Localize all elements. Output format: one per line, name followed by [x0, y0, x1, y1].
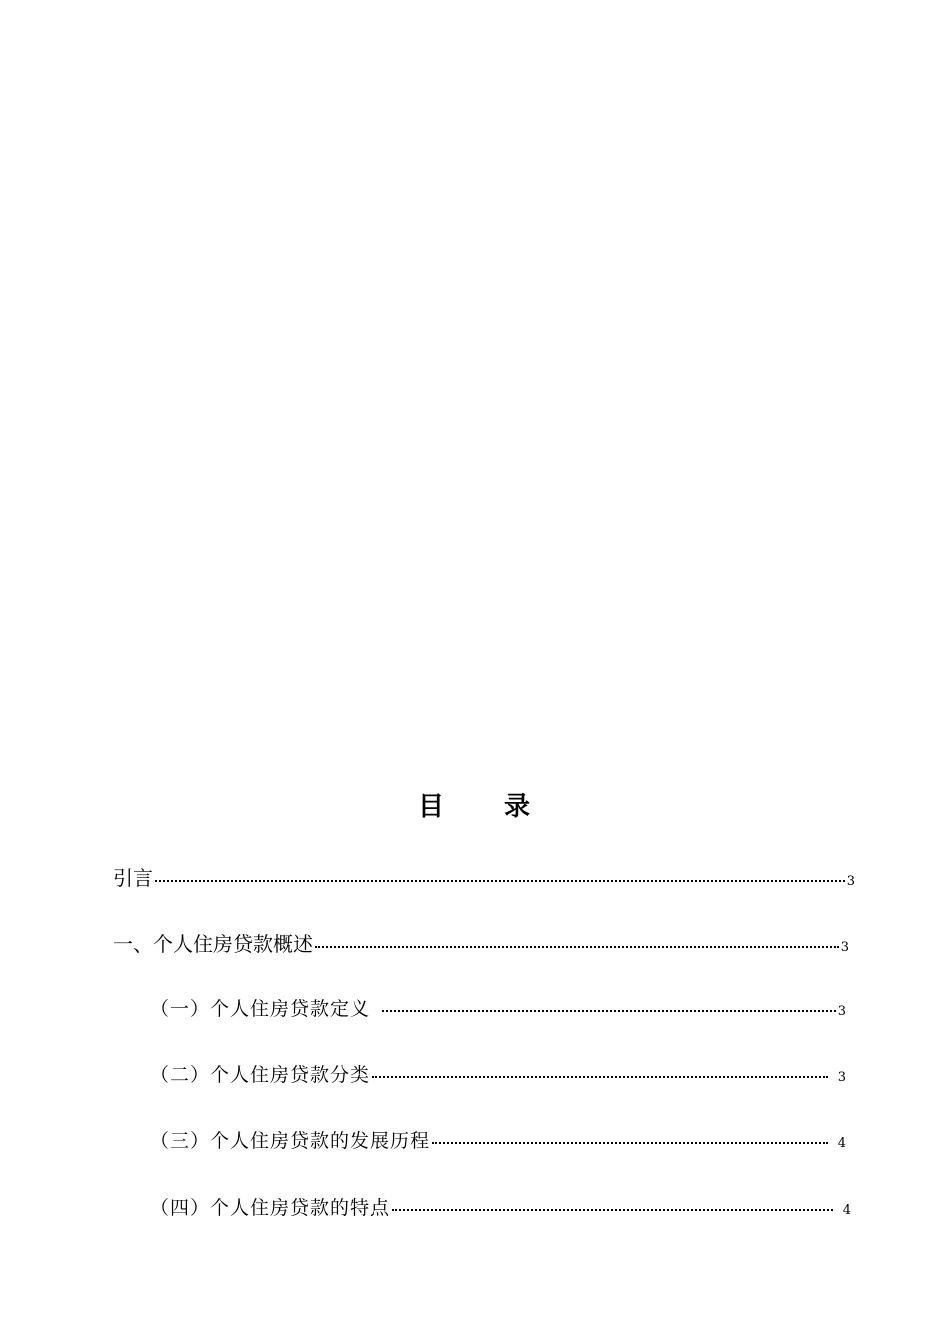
toc-leader-dots [372, 1076, 828, 1078]
toc-page-number: 4 [842, 1203, 852, 1218]
toc-entry-text: （四）个人住房贷款的特点 [150, 1197, 391, 1219]
toc-entry-intro[interactable] [113, 862, 855, 891]
toc-page-number: 3 [837, 1070, 847, 1085]
toc-entry-text: （三）个人住房贷款的发展历程 [150, 1130, 431, 1152]
toc-leader-dots [432, 1142, 828, 1144]
toc-leader-dots [382, 1010, 836, 1012]
toc-leader-dots [392, 1209, 833, 1211]
toc-page-number: 3 [837, 1004, 847, 1019]
toc-entry-section-3[interactable] [150, 1126, 847, 1153]
toc-leader-dots [155, 880, 845, 882]
toc-title [0, 786, 950, 823]
toc-entry-section-1[interactable] [150, 994, 847, 1021]
toc-entry-section-2[interactable] [150, 1060, 847, 1087]
toc-page-number: 4 [837, 1136, 847, 1151]
toc-entry-text: （一）个人住房贷款定义 [150, 998, 371, 1020]
toc-entry-text: 引言 [113, 866, 153, 890]
toc-entry-text: （二）个人住房贷款分类 [150, 1064, 371, 1086]
toc-title-char-2: 录 [504, 792, 533, 822]
toc-page-number: 3 [840, 940, 849, 955]
toc-entry-text: 一、个人住房贷款概述 [113, 932, 313, 956]
toc-leader-dots [315, 946, 839, 948]
toc-title-char-1: 目 [417, 792, 446, 822]
toc-page-number: 3 [846, 874, 855, 889]
toc-entry-chapter-1[interactable] [113, 928, 849, 957]
toc-entry-section-4[interactable] [150, 1193, 852, 1220]
